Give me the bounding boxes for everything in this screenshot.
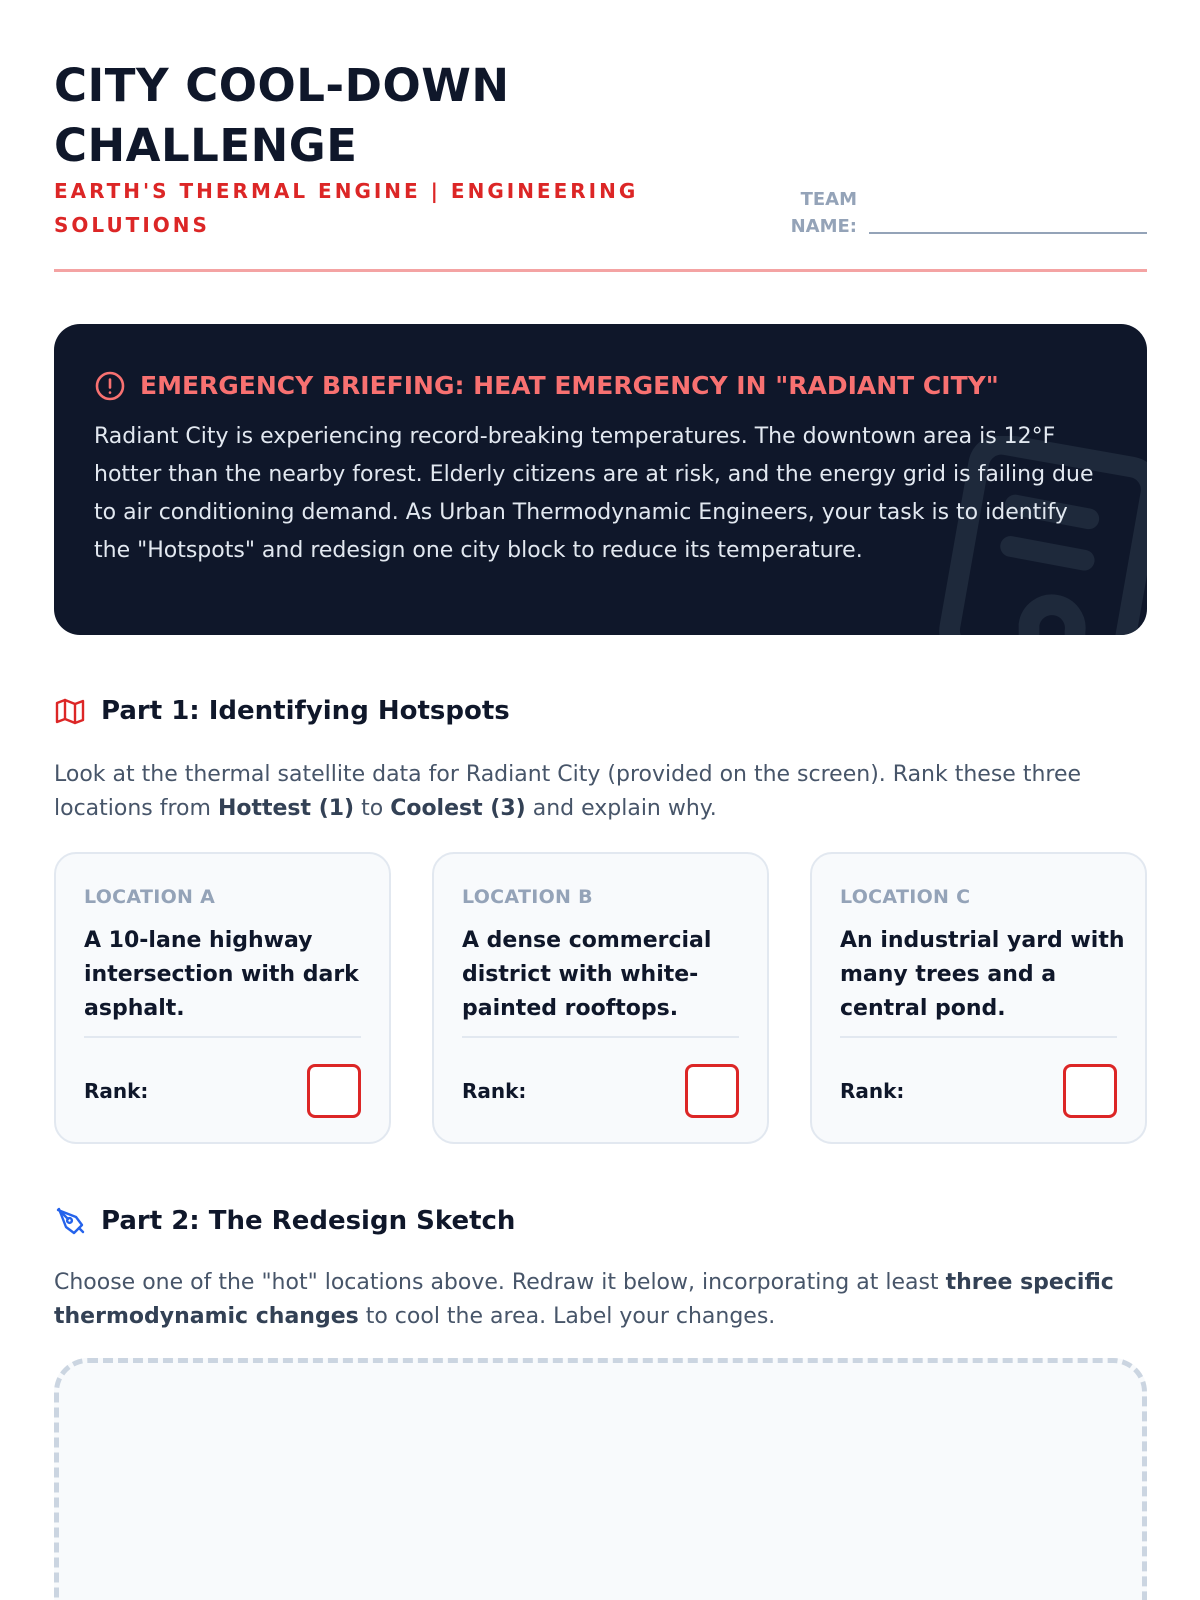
location-label: LOCATION C xyxy=(840,886,971,908)
rank-input-box[interactable] xyxy=(685,1064,739,1118)
rank-label: Rank: xyxy=(84,1079,149,1103)
map-icon xyxy=(54,695,86,727)
briefing-body: Radiant City is experiencing record-breaking temperatures. The downtown area is 12°F hotter than the nearby forest. Elderly citizens are at risk, and the energy grid is failing due to air conditioning demand. As Urban Thermodynamic Engineers, your task is to identify the "Hotspots" and redesign one city block to reduce its temperature. xyxy=(94,424,1094,563)
location-label: LOCATION B xyxy=(462,886,593,908)
part1-heading xyxy=(54,691,854,731)
part2-intro-text: to cool the area. Label your changes. xyxy=(358,1304,776,1329)
location-card-a xyxy=(54,852,391,1144)
page-title xyxy=(54,56,694,176)
card-divider xyxy=(84,1036,361,1038)
sketch-area[interactable] xyxy=(54,1358,1147,1600)
page-subtitle: EARTH'S THERMAL ENGINE | ENGINEERING SOLUTIONS xyxy=(54,179,639,237)
part1-title: Part 1: Identifying Hotspots xyxy=(101,696,510,726)
part2-intro-text: Choose one of the "hot" locations above. Redraw it below, incorporating at least xyxy=(54,1270,946,1295)
rank-label: Rank: xyxy=(840,1079,905,1103)
emphasis-text: three specific thermodynamic changes xyxy=(54,1270,1114,1329)
part2-instructions xyxy=(54,1266,1147,1334)
worksheet-header xyxy=(54,56,1147,272)
part1-intro-text: and explain why. xyxy=(525,796,717,821)
part1-instructions xyxy=(54,758,1147,826)
briefing-title: EMERGENCY BRIEFING: HEAT EMERGENCY IN "RADIANT CITY" xyxy=(140,371,999,400)
coolest-label: Coolest (3) xyxy=(390,796,526,821)
team-name-label xyxy=(787,186,857,240)
rank-label: Rank: xyxy=(462,1079,527,1103)
page-title-line1: CITY COOL-DOWN xyxy=(54,59,510,112)
part2-title: Part 2: The Redesign Sketch xyxy=(101,1206,516,1236)
card-divider xyxy=(462,1036,739,1038)
team-label-line1: TEAM xyxy=(800,189,857,210)
location-card-c xyxy=(810,852,1147,1144)
location-description: An industrial yard with many trees and a central pond. xyxy=(840,928,1125,1021)
location-card-b xyxy=(432,852,769,1144)
alert-circle-icon xyxy=(94,370,126,402)
team-name-field[interactable] xyxy=(787,186,1147,236)
location-description: A 10-lane highway intersection with dark asphalt. xyxy=(84,928,359,1021)
pen-tool-icon xyxy=(54,1205,86,1237)
rank-input-box[interactable] xyxy=(1063,1064,1117,1118)
location-label: LOCATION A xyxy=(84,886,216,908)
team-name-input-line[interactable] xyxy=(869,232,1147,234)
part1-intro-text: to xyxy=(354,796,391,821)
team-label-line2: NAME: xyxy=(790,216,857,237)
part2-heading xyxy=(54,1201,854,1241)
page-title-line2: CHALLENGE xyxy=(54,119,358,172)
card-divider xyxy=(840,1036,1117,1038)
rank-input-box[interactable] xyxy=(307,1064,361,1118)
hottest-label: Hottest (1) xyxy=(217,796,355,821)
location-description: A dense commercial district with white-painted rooftops. xyxy=(462,928,712,1021)
emergency-briefing-panel xyxy=(54,324,1147,635)
part1-intro-text: Look at the thermal satellite data for Radiant City (provided on the screen). Rank these three locations from xyxy=(54,762,1082,821)
briefing-header xyxy=(94,368,1094,404)
